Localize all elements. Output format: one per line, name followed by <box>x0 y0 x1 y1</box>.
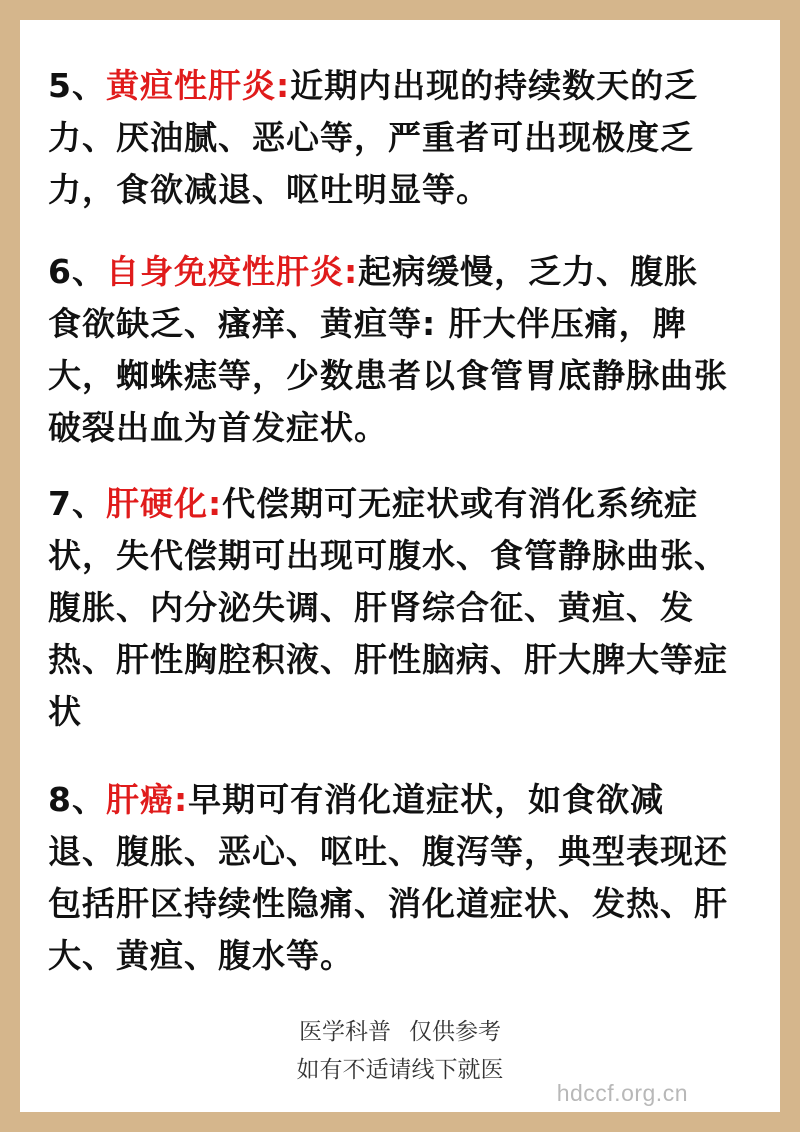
section-8-number: 8、 <box>48 780 106 819</box>
section-7-term: 肝硬化 <box>105 484 208 523</box>
watermark: hdccf.org.cn <box>556 1080 688 1106</box>
section-6-number: 6、 <box>48 252 106 291</box>
section-7 <box>48 478 728 738</box>
section-6 <box>48 246 728 454</box>
section-8-term: 肝癌 <box>105 780 174 819</box>
section-8-colon: : <box>173 780 189 819</box>
section-7-number: 7、 <box>48 484 106 523</box>
section-7-text: 代偿期可无症状或有消化系统症状，失代偿期可出现可腹水、食管静脉曲张、腹胀、内分泌失调、肝肾综合征、黄疸、发热、肝性胸腔积液、肝性脑病、肝大脾大等症状 <box>48 484 728 731</box>
section-5-text: 近期内出现的持续数天的乏力、厌油腻、恶心等，严重者可出现极度乏力，食欲减退、呕吐明显等。 <box>48 66 699 209</box>
section-5 <box>48 60 728 216</box>
section-6-term: 自身免疫性肝炎 <box>105 252 344 291</box>
footer-disclaimer <box>0 1016 800 1048</box>
section-8-text: 早期可有消化道症状，如食欲减退、腹胀、恶心、呕吐、腹泻等，典型表现还包括肝区持续性隐痛、消化道症状、发热、肝大、黄疸、腹水等。 <box>48 780 728 975</box>
footer-advice: 如有不适请线下就医 <box>296 1057 504 1083</box>
section-5-term: 黄疸性肝炎 <box>105 66 276 105</box>
section-7-colon: : <box>207 484 223 523</box>
section-5-number: 5、 <box>48 66 106 105</box>
section-8 <box>48 774 728 982</box>
footer-popular-science: 医学科普 <box>299 1019 391 1045</box>
section-6-text: 起病缓慢，乏力、腹胀食欲缺乏、瘙痒、黄疸等: 肝大伴压痛，脾大，蜘蛛痣等，少数患者以食管胃底静脉曲张破裂出血为首发症状。 <box>48 252 728 447</box>
footer-reference-only: 仅供参考 <box>409 1019 501 1045</box>
section-5-colon: : <box>275 66 291 105</box>
section-6-colon: : <box>343 252 359 291</box>
